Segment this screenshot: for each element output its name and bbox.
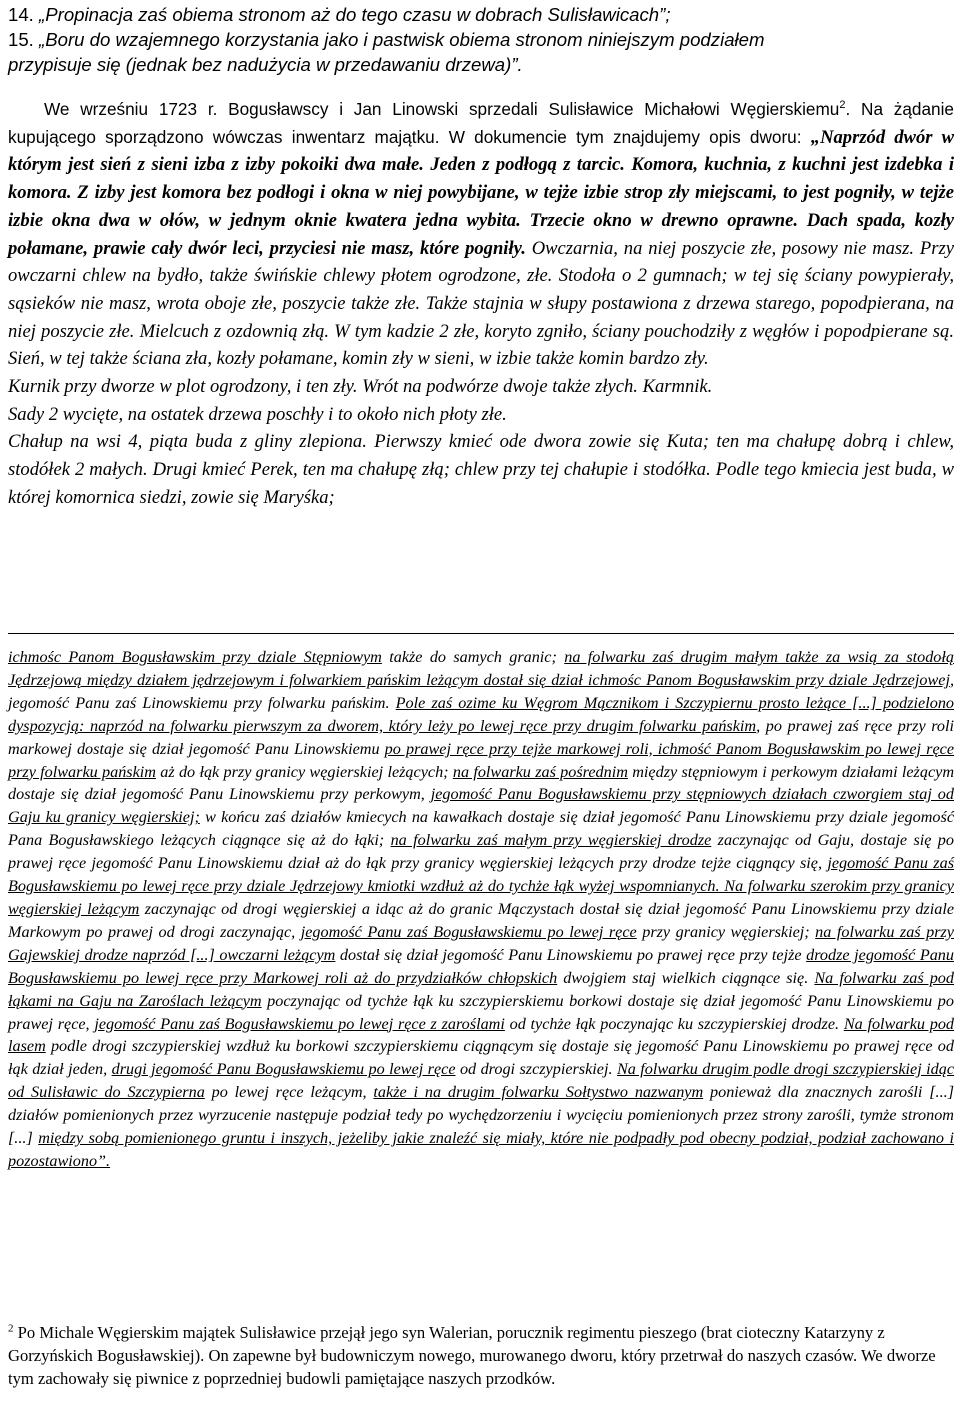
footnote-number: 2 [8, 1322, 14, 1335]
intro-text: We wrześniu 1723 r. Bogusławscy i Jan Linowski sprzedali Sulisławice Michałowi Węgierskiemu [44, 99, 840, 119]
point-list [8, 2, 954, 77]
underlined-run: jegomość Panu zaś Bogusławskiemu po lewej ręce przy dziale Jędrzejowy kmiotki wzdłuż aż do tychże łąk wyżej wspomnianych. Na folwarku szerokim przy granicy węgierskiej leżącym [8, 854, 954, 918]
plain-run: od drogi szczypierskiej. [455, 1060, 617, 1079]
plain-run: podle drogi szczypierskiej wzdłuż ku borkowi szczypierskiemu ciągnącym się dostaje się jegomość Panu Linowskiemu po prawej ręce od łąk dział jeden, [8, 1037, 954, 1079]
plain-run: od tychże łąk poczynając ku szczypierskiej drodze. [504, 1014, 844, 1033]
plain-run: zaczynając od drogi węgierskiej a idąc aż do granic Mączystach dostał się dział jegomość Panu Linowskiemu przy dziale Markowym po prawej od drogi zaczynając, [8, 899, 954, 941]
underlined-run: Na folwarku zaś pod łąkami na Gaju na Zaroślach leżącym [8, 968, 954, 1010]
list-number: 14. [8, 4, 34, 25]
underlined-run: na folwarku zaś małym przy węgierskiej drodze [390, 831, 712, 850]
underlined-run: ichmośc Panom Bogusławskim przy dziale Stępniowym [8, 648, 382, 666]
underlined-run: na folwarku zaś drugim małym także za wsią za stodołą Jędrzejową między działem jędrzejowym i folwarkiem pańskim leżącym dostał się dział ichmośc Panom Bogusławskim przy dziale Jędrzejowej [8, 648, 954, 689]
plain-run: po lewej ręce leżącym, [204, 1083, 374, 1102]
footnote-continuation [8, 646, 954, 1173]
underlined-run: jegomość Panu zaś Bogusławskiemu po lewej ręce [300, 922, 637, 941]
footnote-separator [8, 633, 954, 634]
list-item [8, 2, 954, 27]
main-text [8, 96, 954, 512]
paragraph: Kurnik przy dworze w plot ogrodzony, i ten zły. Wrót na podwórze dwoje także złych. Karmnik. [8, 376, 713, 398]
underlined-run: między sobą pomienionego gruntu i inszych, jeżeliby jakie znaleźć się miały, które nie podpadły pod obecny podział, podział zachowano i pozostawiono”. [8, 1129, 954, 1170]
list-text: „Boru do wzajemnego korzystania jako i pastwisk obiema stronom niniejszym podziałem [39, 29, 765, 50]
footnote-ref: 2 [839, 98, 846, 111]
underlined-run: na folwarku zaś przy Gajewskiej drodze naprzód [...] owczarni leżącym [8, 922, 954, 964]
list-text: „Propinacja zaś obiema stronom aż do tego czasu w dobrach Sulisławicach”; [39, 4, 671, 25]
plain-run: , po prawej zaś ręce przy roli markowej dostaje się dział jegomość Panu Linowskiemu [8, 716, 954, 758]
plain-run: zaczynając od Gaju, dostaje się po prawej ręce jegomość Panu Linowskiemu dział aż do łąk przy granicy węgierskiej leżących przy drodze tejże ciągnący się, [8, 831, 954, 873]
list-item [8, 27, 954, 77]
quote-italic: Owczarnia, na niej poszycie złe, posowy nie masz. Przy owczarni chlew na bydło, także świńskie chlewy płotem ogrodzone, złe. Stodoła o 2 gumnach; w tej się ściany powypierały, sąsieków nie masz, wrota oboje złe, poszycie także złe. Także stajnia w słupy postawiona z drzewa starego, popodpierana, na niej poszycie złe. Mielcuch z ozdownią złą. W tym kadzie 2 złe, koryto zgniło, ściany pouchodziły z węgłów i popodpierane są. Sień, w tej także ściana zła, kozły połamane, komin zły w sieni, w izbie także komin bardzo zły. [8, 237, 954, 370]
document-page [8, 0, 954, 512]
underlined-run: po prawej ręce przy tejże markowej roli, ichmość Panom Bogusławskim po lewej ręce przy folwarku pańskim [8, 739, 955, 781]
plain-run: , jegomość Panu zaś Linowskiemu przy folwarku pańskim. [8, 670, 954, 712]
plain-run: poczynając od tychże łąk ku szczypierskiemu borkowi dostaje się dział jegomość Panu Linowskiemu po prawej ręce, [8, 991, 954, 1033]
paragraph: Sady 2 wycięte, na ostatek drzewa poschły i to około nich płoty złe. [8, 403, 507, 425]
paragraph: Chałup na wsi 4, piąta buda z gliny zlepiona. Pierwszy kmieć ode dwora zowie się Kuta; ten ma chałupę dobrą i chlew, stodółek 2 małych. Drugi kmieć Perek, ten ma chałupę złą; chlew przy tej chałupie i stodółka. Podle tego kmiecia jest buda, w której komornica siedzi, zowie się Maryśka; [8, 431, 954, 508]
plain-run: aż do łąk przy granicy węgierskiej leżących; [155, 762, 453, 781]
list-text-continued: przypisuje się (jednak bez nadużycia w przedawaniu drzewa)”. [8, 54, 523, 75]
intro-text-2: . Na żądanie kupującego sporządzono wówczas inwentarz majątku. W dokumencie tym znajdujemy opis dworu: [8, 99, 954, 147]
plain-run: dostał się dział jegomość Panu Linowskiemu po prawej ręce przy tejże [335, 945, 807, 964]
footnote-text: Po Michale Węgierskim majątek Sulisławice przejął jego syn Walerian, porucznik regimentu pieszego (brat cioteczny Katarzyny z Gorzyńskich Bogusławskiej). On zapewne był budowniczym nowego, murowanego dworu, który przetrwał do naszych czasów. We dworze tym zachowały się piwnice z poprzedniej budowli pamiętające naszych przodków. [8, 1323, 936, 1388]
plain-run: także do samych granic; [381, 648, 565, 666]
footnote-2 [8, 1321, 954, 1390]
underlined-run: także i na drugim folwarku Sołtystwo nazwanym [373, 1083, 704, 1102]
underlined-run: Na folwarku drugim podle drogi szczypierskiej idąc od Sulisławic do Szczypierna [8, 1060, 954, 1102]
plain-run: między stępniowym i perkowym działami leżącym dostaje się dział jegomość Panu Linowskiemu przy perkowym, [8, 762, 955, 804]
underlined-run: Pole zaś ozime ku Węgrom Mącznikom i Szczypiernu prosto leżące [...] podzielono dyspozycją: naprzód na folwarku pierwszym za dworem, który leży po lewej ręce przy drugim folwarku pańskim [8, 693, 955, 735]
underlined-run: na folwarku zaś pośrednim [452, 762, 628, 781]
plain-run: w końcu zaś działów kmiecych na kawałkach dostaje się dział jegomość Panu Linowskiemu przy dziale jegomość Pana Bogusławskiego leżących ciągnące się aż do łąki; [8, 808, 955, 850]
underlined-run: Na folwarku pod lasem [8, 1014, 955, 1056]
plain-run: ponieważ dla znacznych zarośli [...] działów pomienionych przez wyrzucenie następuje podział tedy po wychędzorzeniu i wycięciu pomienionych przez strony zarośli, tymże stronom [...] [8, 1083, 954, 1148]
paragraph [8, 96, 954, 373]
underlined-run: jegomość Panu Bogusławskiemu przy stępniowych działach czworgiem staj od Gaju ku granicy węgierskiej; [8, 785, 954, 827]
plain-run: przy granicy węgierskiej; [636, 922, 816, 941]
list-number: 15. [8, 29, 34, 50]
underlined-run: drugi jegomość Panu Bogusławskiemu po lewej ręce [111, 1060, 456, 1079]
underlined-run: drodze jegomość Panu Bogusławskiemu po lewej ręce przy Markowej roli aż do przydziałków chłopskich [8, 945, 954, 987]
underlined-run: jegomość Panu zaś Bogusławskiemu po lewej ręce z zaroślami [94, 1014, 505, 1033]
quote-bold: „Naprzód dwór w którym jest sień z sieni izba z izby pokoiki dwa małe. Jeden z podłogą z tarcic. Komora, kuchnia, z kuchni jest izdebka i komora. Z izby jest komora bez podłogi i okna w niej powybijane, w tejże izbie strop zły miejscami, to jest pogniły, w tejże izbie okna dwa w ołów, w jednym oknie kwatera jedna wybita. Trzecie okno w drewno oprawne. Dach spada, kozły połamane, prawie cały dwór leci, przyciesi nie masz, które pogniły. [8, 126, 954, 259]
plain-run: dwojgiem staj wielkich ciągnące się. [557, 968, 815, 987]
